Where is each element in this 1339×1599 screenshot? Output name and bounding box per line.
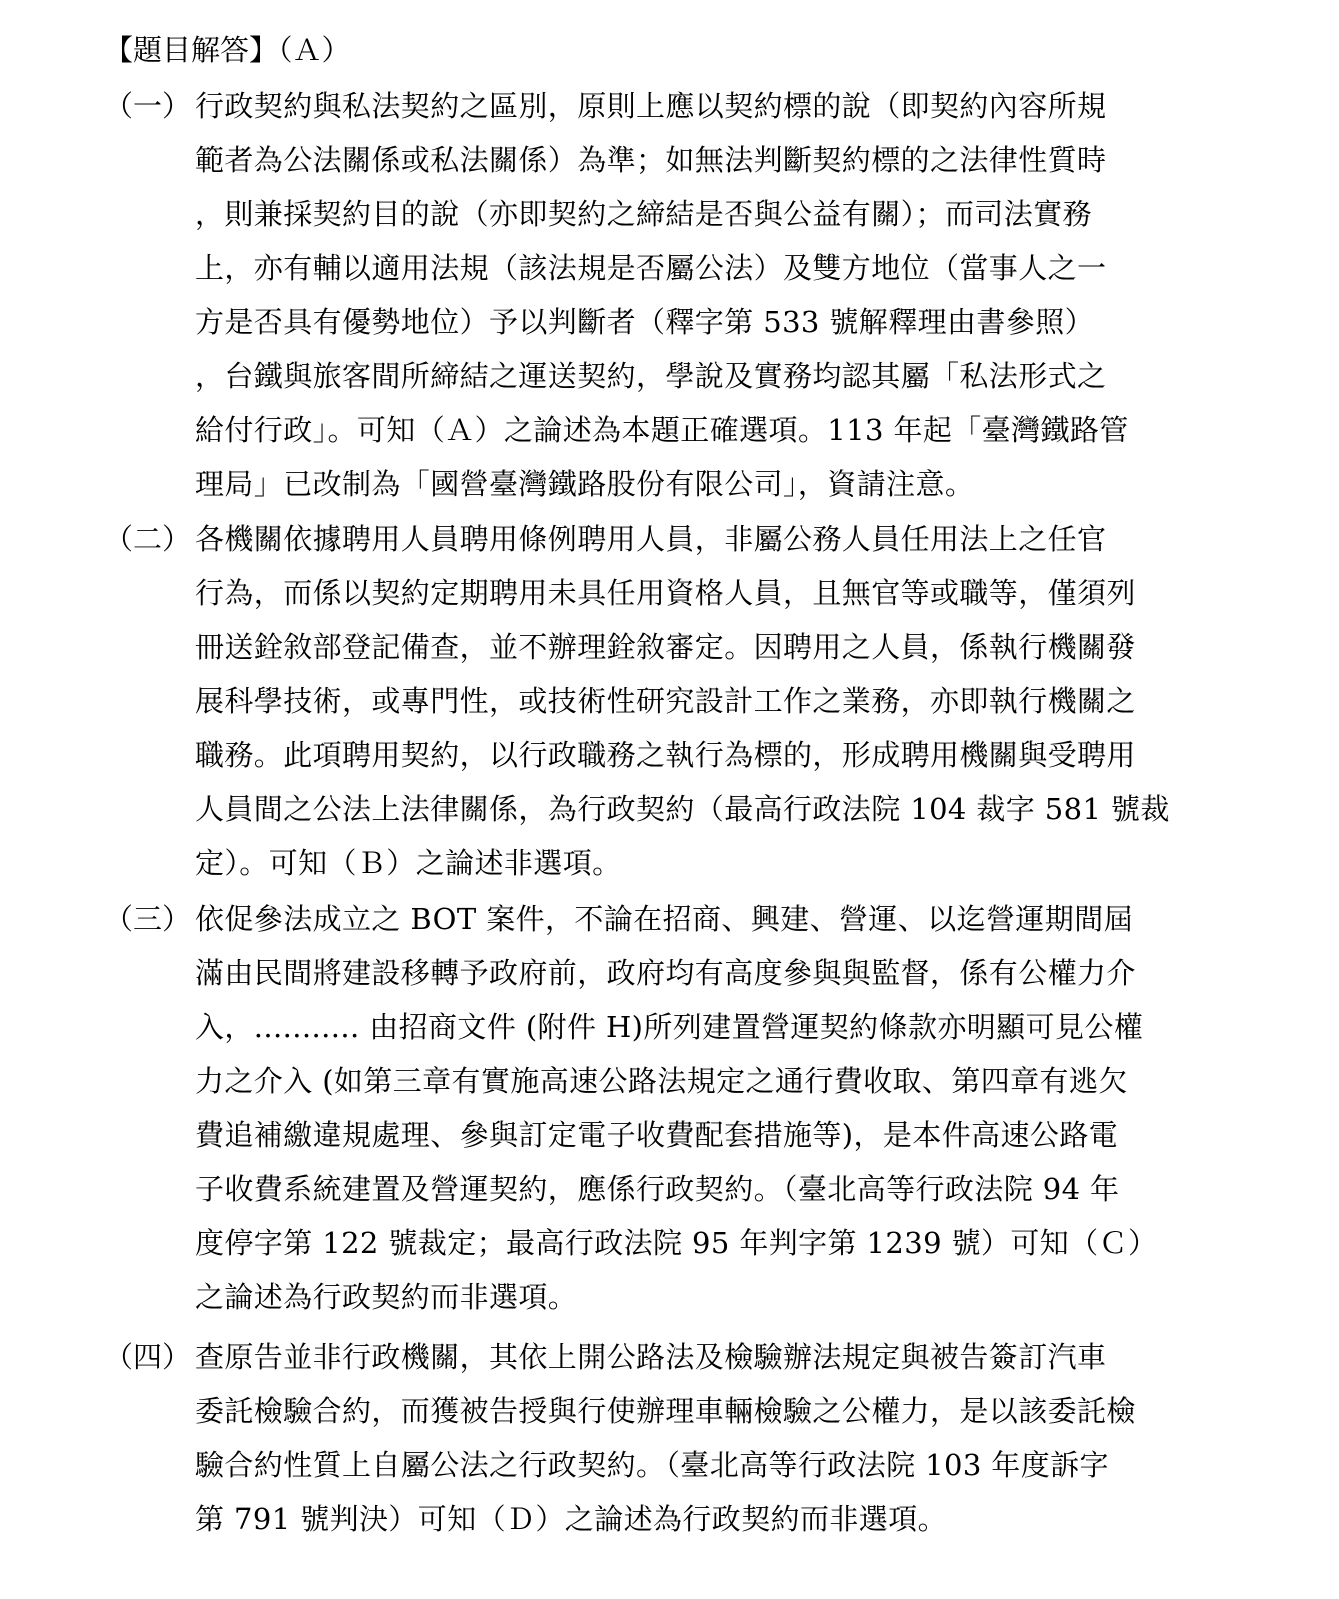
- section-line: 各機關依據聘用人員聘用條例聘用人員，非屬公務人員任用法上之任官: [195, 522, 1107, 556]
- section-marker: （三）: [104, 902, 192, 936]
- section-line: 人員間之公法上法律關係，為行政契約（最高行政法院 104 裁字 581 號裁: [195, 792, 1170, 826]
- section-line: 方是否具有優勢地位）予以判斷者（釋字第 533 號解釋理由書參照）: [195, 305, 1094, 339]
- section-line: ，則兼採契約目的說（亦即契約之締結是否與公益有關）；而司法實務: [195, 197, 1092, 231]
- section-line: 驗合約性質上自屬公法之行政契約。（臺北高等行政法院 103 年度訴字: [195, 1448, 1109, 1482]
- section-line: 子收費系統建置及營運契約，應係行政契約。（臺北高等行政法院 94 年: [195, 1172, 1120, 1206]
- section-marker: （二）: [104, 522, 192, 556]
- section-line: 定）。可知（Ｂ）之論述非選項。: [195, 846, 622, 880]
- section-line: 冊送銓敘部登記備查，並不辦理銓敘審定。因聘用之人員，係執行機關發: [195, 630, 1136, 664]
- section-marker: （一）: [104, 89, 192, 123]
- section-line: ，台鐵與旅客間所締結之運送契約，學說及實務均認其屬「私法形式之: [195, 359, 1107, 393]
- section-line: 查原告並非行政機關，其依上開公路法及檢驗辦法規定與被告簽訂汽車: [195, 1340, 1107, 1374]
- section-line: 度停字第 122 號裁定；最高行政法院 95 年判字第 1239 號）可知（Ｃ）: [195, 1226, 1158, 1260]
- section-line: 上，亦有輔以適用法規（該法規是否屬公法）及雙方地位（當事人之一: [195, 251, 1107, 285]
- section-line: 第 791 號判決）可知（Ｄ）之論述為行政契約而非選項。: [195, 1502, 947, 1536]
- section-line: 入，........... 由招商文件 (附件 H)所列建置營運契約條款亦明顯可見公權: [195, 1010, 1144, 1044]
- section-line: 費追補繳違規處理、參與訂定電子收費配套措施等)，是本件高速公路電: [195, 1118, 1119, 1152]
- section-line: 理局」已改制為「國營臺灣鐵路股份有限公司」，資請注意。: [195, 467, 975, 501]
- section-line: 職務。此項聘用契約，以行政職務之執行為標的，形成聘用機關與受聘用: [195, 738, 1136, 772]
- section-line: 之論述為行政契約而非選項。: [195, 1280, 578, 1314]
- answer-heading: 【題目解答】（Ａ）: [104, 33, 351, 67]
- section-marker: （四）: [104, 1340, 192, 1374]
- section-line: 展科學技術，或專門性，或技術性研究設計工作之業務，亦即執行機關之: [195, 684, 1136, 718]
- section-line: 委託檢驗合約，而獲被告授與行使辦理車輛檢驗之公權力，是以該委託檢: [195, 1394, 1136, 1428]
- section-line: 力之介入 (如第三章有實施高速公路法規定之通行費收取、第四章有逃欠: [195, 1064, 1128, 1098]
- section-line: 滿由民間將建設移轉予政府前，政府均有高度參與與監督，係有公權力介: [195, 956, 1136, 990]
- section-line: 給付行政」。可知（Ａ）之論述為本題正確選項。113 年起「臺灣鐵路管: [195, 413, 1129, 447]
- section-line: 行為，而係以契約定期聘用未具任用資格人員，且無官等或職等，僅須列: [195, 576, 1136, 610]
- section-line: 依促參法成立之 BOT 案件，不論在招商、興建、營運、以迄營運期間屆: [195, 902, 1134, 936]
- section-line: 行政契約與私法契約之區別，原則上應以契約標的說（即契約內容所規: [195, 89, 1107, 123]
- section-line: 範者為公法關係或私法關係）為準；如無法判斷契約標的之法律性質時: [195, 143, 1107, 177]
